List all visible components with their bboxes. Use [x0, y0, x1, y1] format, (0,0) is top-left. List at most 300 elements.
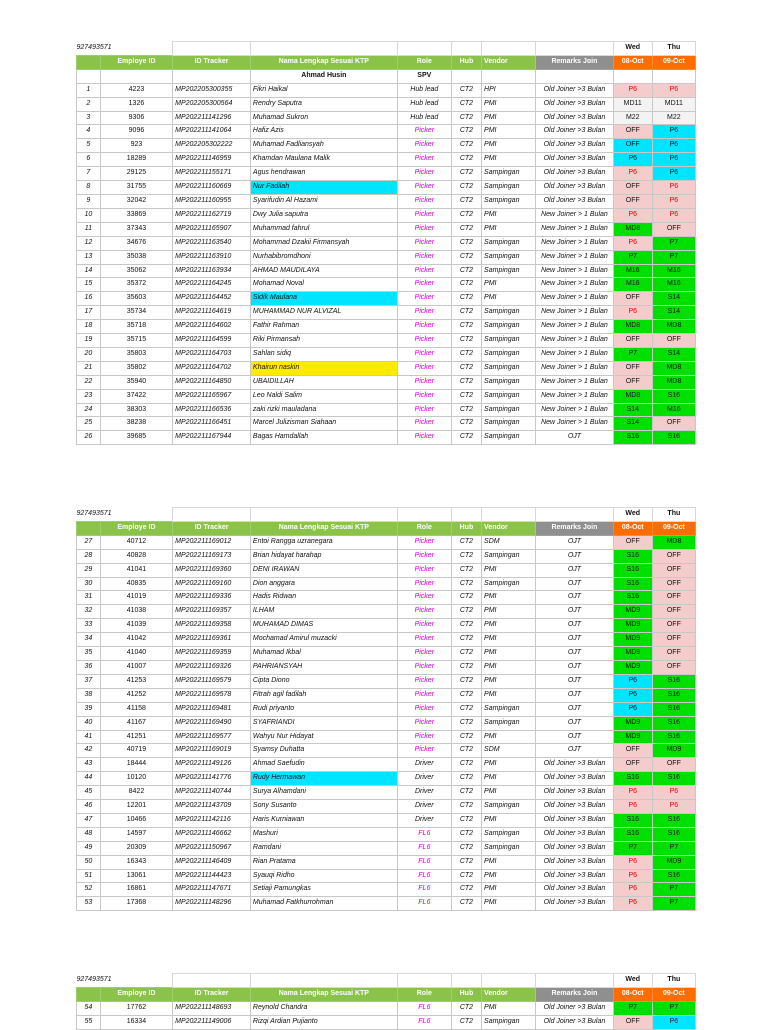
- table-row: [77, 535, 696, 549]
- employee-name: Mashuri: [250, 827, 397, 841]
- shift-day-2: S16: [652, 688, 695, 702]
- role: Picker: [397, 577, 451, 591]
- shift-day-1: P6: [613, 897, 652, 911]
- employee-name: Khairun naskin: [250, 361, 397, 375]
- empty-cell: [613, 69, 652, 83]
- role: Picker: [397, 125, 451, 139]
- row-number: 10: [77, 208, 101, 222]
- remarks-join: New Joiner > 1 Bulan: [536, 320, 614, 334]
- remarks-join: Old Joiner >3 Bulan: [536, 813, 614, 827]
- id-tracker: MP202211169358: [173, 619, 251, 633]
- role: Picker: [397, 674, 451, 688]
- table-row: [77, 827, 696, 841]
- employee-id: 16861: [100, 883, 172, 897]
- vendor: PMI: [482, 563, 536, 577]
- employee-name: Marcel Julizisman Siahaan: [250, 417, 397, 431]
- role: FL6: [397, 883, 451, 897]
- employee-id: 33869: [100, 208, 172, 222]
- column-header: Remarks Join: [536, 987, 614, 1001]
- shift-day-1: OFF: [613, 292, 652, 306]
- shift-day-1: P6: [613, 83, 652, 97]
- shift-day-2: P7: [652, 883, 695, 897]
- hub: CT2: [451, 111, 481, 125]
- remarks-join: Old Joiner >3 Bulan: [536, 758, 614, 772]
- row-number: 9: [77, 194, 101, 208]
- employee-id: 40719: [100, 744, 172, 758]
- remarks-join: New Joiner > 1 Bulan: [536, 375, 614, 389]
- hub: CT2: [451, 222, 481, 236]
- shift-day-2: M16: [652, 278, 695, 292]
- hub: CT2: [451, 800, 481, 814]
- shift-day-1: P6: [613, 306, 652, 320]
- table-row: [77, 674, 696, 688]
- employee-name: Nurhabibromdhoni: [250, 250, 397, 264]
- remarks-join: Old Joiner >3 Bulan: [536, 869, 614, 883]
- employee-name: Fathir Rahman: [250, 320, 397, 334]
- shift-day-2: S14: [652, 347, 695, 361]
- hub: CT2: [451, 181, 481, 195]
- role: Picker: [397, 167, 451, 181]
- row-number: 23: [77, 389, 101, 403]
- role: FL6: [397, 827, 451, 841]
- employee-name: Dwy Julia saputra: [250, 208, 397, 222]
- employee-name: Muhammad fahrul: [250, 222, 397, 236]
- table-row: [77, 772, 696, 786]
- employee-id: 37343: [100, 222, 172, 236]
- role: Picker: [397, 431, 451, 445]
- id-tracker: MP202211149126: [173, 758, 251, 772]
- row-number: 13: [77, 250, 101, 264]
- row-number: 42: [77, 744, 101, 758]
- shift-day-2: P7: [652, 250, 695, 264]
- shift-day-1: S16: [613, 772, 652, 786]
- vendor: PMI: [482, 674, 536, 688]
- table-row: [77, 97, 696, 111]
- shift-day-2: S14: [652, 306, 695, 320]
- role: Picker: [397, 647, 451, 661]
- row-number: 22: [77, 375, 101, 389]
- shift-day-2: P6: [652, 786, 695, 800]
- document-id: 927493571: [77, 42, 173, 56]
- shift-day-2: OFF: [652, 647, 695, 661]
- hub: CT2: [451, 772, 481, 786]
- shift-day-1: P7: [613, 841, 652, 855]
- id-tracker: MP202211148296: [173, 897, 251, 911]
- role: Picker: [397, 194, 451, 208]
- vendor: PMI: [482, 111, 536, 125]
- hub: CT2: [451, 125, 481, 139]
- empty-cell: [482, 42, 536, 56]
- id-tracker: MP202211142116: [173, 813, 251, 827]
- column-header: 09-Oct: [652, 987, 695, 1001]
- employee-id: 40828: [100, 549, 172, 563]
- empty-cell: [173, 42, 251, 56]
- role: Picker: [397, 153, 451, 167]
- employee-name: Rudy Hermawan: [250, 772, 397, 786]
- table-row: [77, 125, 696, 139]
- table-row: [77, 883, 696, 897]
- employee-name: Rudi priyanto: [250, 702, 397, 716]
- employee-id: 35803: [100, 347, 172, 361]
- role: FL6: [397, 869, 451, 883]
- role: Picker: [397, 688, 451, 702]
- shift-day-1: P6: [613, 869, 652, 883]
- shift-day-2: M16: [652, 403, 695, 417]
- table-row: [77, 153, 696, 167]
- role: Picker: [397, 591, 451, 605]
- shift-day-1: MD9: [613, 619, 652, 633]
- employee-id: 35940: [100, 375, 172, 389]
- shift-day-2: P6: [652, 139, 695, 153]
- employee-name: zaki rizki mauladana: [250, 403, 397, 417]
- id-tracker: MP202205300355: [173, 83, 251, 97]
- vendor: PMI: [482, 855, 536, 869]
- row-number: 33: [77, 619, 101, 633]
- id-tracker: MP202211165907: [173, 222, 251, 236]
- table-row: [77, 347, 696, 361]
- column-header-no: [77, 55, 101, 69]
- hub: CT2: [451, 827, 481, 841]
- table-row: [77, 250, 696, 264]
- role: Driver: [397, 772, 451, 786]
- vendor: PMI: [482, 125, 536, 139]
- column-header: Employe ID: [100, 521, 172, 535]
- employee-name: Mohamad Noval: [250, 278, 397, 292]
- row-number: 44: [77, 772, 101, 786]
- id-tracker: MP202211144423: [173, 869, 251, 883]
- table-row: [77, 744, 696, 758]
- id-tracker: MP202211164703: [173, 347, 251, 361]
- empty-cell: [482, 974, 536, 988]
- employee-id: 41253: [100, 674, 172, 688]
- employee-id: 35603: [100, 292, 172, 306]
- role: Hub lead: [397, 97, 451, 111]
- remarks-join: Old Joiner >3 Bulan: [536, 181, 614, 195]
- remarks-join: Old Joiner >3 Bulan: [536, 800, 614, 814]
- table-row: [77, 716, 696, 730]
- shift-day-2: MD9: [652, 744, 695, 758]
- shift-day-2: MD8: [652, 375, 695, 389]
- row-number: 26: [77, 431, 101, 445]
- shift-day-2: OFF: [652, 758, 695, 772]
- role: Picker: [397, 563, 451, 577]
- shift-day-1: P6: [613, 674, 652, 688]
- day-label: Wed: [613, 974, 652, 988]
- shift-day-2: OFF: [652, 633, 695, 647]
- role: Picker: [397, 320, 451, 334]
- shift-day-2: MD8: [652, 535, 695, 549]
- remarks-join: New Joiner > 1 Bulan: [536, 208, 614, 222]
- row-number: 27: [77, 535, 101, 549]
- hub: CT2: [451, 647, 481, 661]
- shift-day-2: S14: [652, 292, 695, 306]
- vendor: Sampingan: [482, 167, 536, 181]
- column-header: Role: [397, 987, 451, 1001]
- role: Picker: [397, 633, 451, 647]
- employee-id: 17368: [100, 897, 172, 911]
- row-number: 18: [77, 320, 101, 334]
- hub: CT2: [451, 236, 481, 250]
- vendor: PMI: [482, 1001, 536, 1015]
- hub: CT2: [451, 591, 481, 605]
- remarks-join: Old Joiner >3 Bulan: [536, 883, 614, 897]
- vendor: PMI: [482, 633, 536, 647]
- hub: CT2: [451, 403, 481, 417]
- vendor: PMI: [482, 208, 536, 222]
- employee-name: Leo Naldi Salim: [250, 389, 397, 403]
- employee-id: 41040: [100, 647, 172, 661]
- empty-cell: [250, 42, 397, 56]
- shift-day-1: S16: [613, 431, 652, 445]
- remarks-join: Old Joiner >3 Bulan: [536, 139, 614, 153]
- table-row: [77, 688, 696, 702]
- shift-day-1: M16: [613, 264, 652, 278]
- employee-id: 40712: [100, 535, 172, 549]
- shift-day-1: OFF: [613, 125, 652, 139]
- remarks-join: New Joiner > 1 Bulan: [536, 236, 614, 250]
- remarks-join: New Joiner > 1 Bulan: [536, 264, 614, 278]
- hub: CT2: [451, 702, 481, 716]
- vendor: Sampingan: [482, 389, 536, 403]
- id-tracker: MP202211164619: [173, 306, 251, 320]
- remarks-join: Old Joiner >3 Bulan: [536, 772, 614, 786]
- role: Driver: [397, 800, 451, 814]
- empty-cell: [100, 69, 172, 83]
- remarks-join: New Joiner > 1 Bulan: [536, 222, 614, 236]
- vendor: Sampingan: [482, 827, 536, 841]
- row-number: 34: [77, 633, 101, 647]
- column-header: Nama Lengkap Sesuai KTP: [250, 987, 397, 1001]
- column-header-no: [77, 521, 101, 535]
- table-row: [77, 208, 696, 222]
- employee-name: Dion anggara: [250, 577, 397, 591]
- empty-cell: [250, 508, 397, 522]
- employee-name: Cipta Diono: [250, 674, 397, 688]
- id-tracker: MP202211160955: [173, 194, 251, 208]
- vendor: PMI: [482, 688, 536, 702]
- column-header: 08-Oct: [613, 521, 652, 535]
- column-header: Hub: [451, 55, 481, 69]
- column-header: 09-Oct: [652, 521, 695, 535]
- hub: CT2: [451, 347, 481, 361]
- remarks-join: OJT: [536, 591, 614, 605]
- employee-id: 41042: [100, 633, 172, 647]
- row-number: 51: [77, 869, 101, 883]
- remarks-join: OJT: [536, 605, 614, 619]
- employee-id: 9306: [100, 111, 172, 125]
- vendor: Sampingan: [482, 194, 536, 208]
- shift-day-2: S16: [652, 702, 695, 716]
- shift-day-1: P6: [613, 167, 652, 181]
- id-tracker: MP202211169336: [173, 591, 251, 605]
- column-header: ID Tracker: [173, 987, 251, 1001]
- hub: CT2: [451, 841, 481, 855]
- employee-id: 38303: [100, 403, 172, 417]
- hub: CT2: [451, 153, 481, 167]
- shift-day-1: MD11: [613, 97, 652, 111]
- vendor: Sampingan: [482, 375, 536, 389]
- shift-day-1: MD9: [613, 716, 652, 730]
- employee-name: Brian hidayat harahap: [250, 549, 397, 563]
- employee-name: AHMAD MAUDILAYA: [250, 264, 397, 278]
- hub: CT2: [451, 278, 481, 292]
- shift-day-1: P6: [613, 800, 652, 814]
- table-row: [77, 375, 696, 389]
- roster-table-section-3: [76, 973, 696, 1030]
- row-number: 32: [77, 605, 101, 619]
- employee-name: Fikri Haikal: [250, 83, 397, 97]
- id-tracker: MP202211164850: [173, 375, 251, 389]
- role: Picker: [397, 306, 451, 320]
- column-header: ID Tracker: [173, 55, 251, 69]
- shift-day-2: S16: [652, 730, 695, 744]
- employee-name: Mohammad Dzakii Firmansyah: [250, 236, 397, 250]
- employee-name: Fitrah agil fadilah: [250, 688, 397, 702]
- vendor: Sampingan: [482, 236, 536, 250]
- table-row: [77, 83, 696, 97]
- table-row: [77, 786, 696, 800]
- table-row: [77, 236, 696, 250]
- remarks-join: OJT: [536, 563, 614, 577]
- id-tracker: MP202211163934: [173, 264, 251, 278]
- table-row: [77, 730, 696, 744]
- column-header: Vendor: [482, 521, 536, 535]
- table-row: [77, 758, 696, 772]
- shift-day-1: P6: [613, 702, 652, 716]
- empty-cell: [451, 508, 481, 522]
- table-row: [77, 1001, 696, 1015]
- employee-id: 41252: [100, 688, 172, 702]
- hub: CT2: [451, 1001, 481, 1015]
- shift-day-2: MD8: [652, 320, 695, 334]
- empty-cell: [652, 69, 695, 83]
- table-row: [77, 292, 696, 306]
- id-tracker: MP202211164245: [173, 278, 251, 292]
- table-row: [77, 591, 696, 605]
- table-row: [77, 167, 696, 181]
- shift-day-1: MD9: [613, 633, 652, 647]
- table-row: [77, 389, 696, 403]
- employee-name: Rendry Saputra: [250, 97, 397, 111]
- remarks-join: OJT: [536, 702, 614, 716]
- employee-id: 41039: [100, 619, 172, 633]
- empty-cell: [77, 69, 101, 83]
- id-tracker: MP202211169012: [173, 535, 251, 549]
- employee-name: Syarifudin Al Hazami: [250, 194, 397, 208]
- row-number: 55: [77, 1015, 101, 1029]
- employee-name: Hadis Ridwan: [250, 591, 397, 605]
- employee-name: Haris Kurniawan: [250, 813, 397, 827]
- empty-cell: [397, 974, 451, 988]
- role: Picker: [397, 389, 451, 403]
- table-row: [77, 869, 696, 883]
- row-number: 52: [77, 883, 101, 897]
- shift-day-2: OFF: [652, 591, 695, 605]
- shift-day-2: P6: [652, 1015, 695, 1029]
- row-number: 19: [77, 334, 101, 348]
- id-tracker: MP202211164599: [173, 334, 251, 348]
- id-tracker: MP202211164452: [173, 292, 251, 306]
- role: Picker: [397, 181, 451, 195]
- column-header-row: [77, 987, 696, 1001]
- table-row: [77, 1015, 696, 1029]
- hub: CT2: [451, 619, 481, 633]
- hub: CT2: [451, 97, 481, 111]
- role: Picker: [397, 744, 451, 758]
- role: Picker: [397, 139, 451, 153]
- row-number: 36: [77, 660, 101, 674]
- spv-name: Ahmad Husin: [250, 69, 397, 83]
- column-header: ID Tracker: [173, 521, 251, 535]
- table-row: [77, 563, 696, 577]
- table-row: [77, 181, 696, 195]
- hub: CT2: [451, 194, 481, 208]
- day-label: Wed: [613, 42, 652, 56]
- column-header: Remarks Join: [536, 521, 614, 535]
- table-row: [77, 647, 696, 661]
- shift-day-2: P7: [652, 841, 695, 855]
- table-row: [77, 403, 696, 417]
- employee-name: MUHAMMAD NUR ALVIZAL: [250, 306, 397, 320]
- employee-name: Agus hendrawan: [250, 167, 397, 181]
- column-header: Nama Lengkap Sesuai KTP: [250, 55, 397, 69]
- row-number: 45: [77, 786, 101, 800]
- table-row: [77, 660, 696, 674]
- row-number: 40: [77, 716, 101, 730]
- employee-name: Nur Fadilah: [250, 181, 397, 195]
- remarks-join: OJT: [536, 660, 614, 674]
- row-number: 38: [77, 688, 101, 702]
- row-number: 1: [77, 83, 101, 97]
- empty-cell: [482, 69, 536, 83]
- shift-day-2: OFF: [652, 619, 695, 633]
- vendor: PMI: [482, 278, 536, 292]
- remarks-join: Old Joiner >3 Bulan: [536, 83, 614, 97]
- table-row: [77, 619, 696, 633]
- vendor: Sampingan: [482, 716, 536, 730]
- row-number: 21: [77, 361, 101, 375]
- employee-id: 10466: [100, 813, 172, 827]
- column-header: Employe ID: [100, 55, 172, 69]
- column-header: Hub: [451, 521, 481, 535]
- row-number: 14: [77, 264, 101, 278]
- id-tracker: MP202211148693: [173, 1001, 251, 1015]
- employee-name: Muhamad Sukron: [250, 111, 397, 125]
- employee-name: MUHAMAD DIMAS: [250, 619, 397, 633]
- role: Picker: [397, 605, 451, 619]
- employee-id: 35715: [100, 334, 172, 348]
- table-row: [77, 361, 696, 375]
- remarks-join: Old Joiner >3 Bulan: [536, 97, 614, 111]
- role: Picker: [397, 222, 451, 236]
- employee-name: Entoi Rangga uzranegara: [250, 535, 397, 549]
- hub: CT2: [451, 389, 481, 403]
- employee-name: Muhamad Fadliansyah: [250, 139, 397, 153]
- shift-day-1: OFF: [613, 535, 652, 549]
- employee-name: Ahmad Saefudin: [250, 758, 397, 772]
- document-id: 927493571: [77, 508, 173, 522]
- employee-name: Syauqi Ridho: [250, 869, 397, 883]
- shift-day-1: OFF: [613, 139, 652, 153]
- employee-id: 35802: [100, 361, 172, 375]
- vendor: PMI: [482, 813, 536, 827]
- hub: CT2: [451, 167, 481, 181]
- empty-cell: [482, 508, 536, 522]
- employee-name: Reynold Chandra: [250, 1001, 397, 1015]
- vendor: Sampingan: [482, 334, 536, 348]
- day-label: Thu: [652, 42, 695, 56]
- roster-table-section-2: [76, 507, 696, 911]
